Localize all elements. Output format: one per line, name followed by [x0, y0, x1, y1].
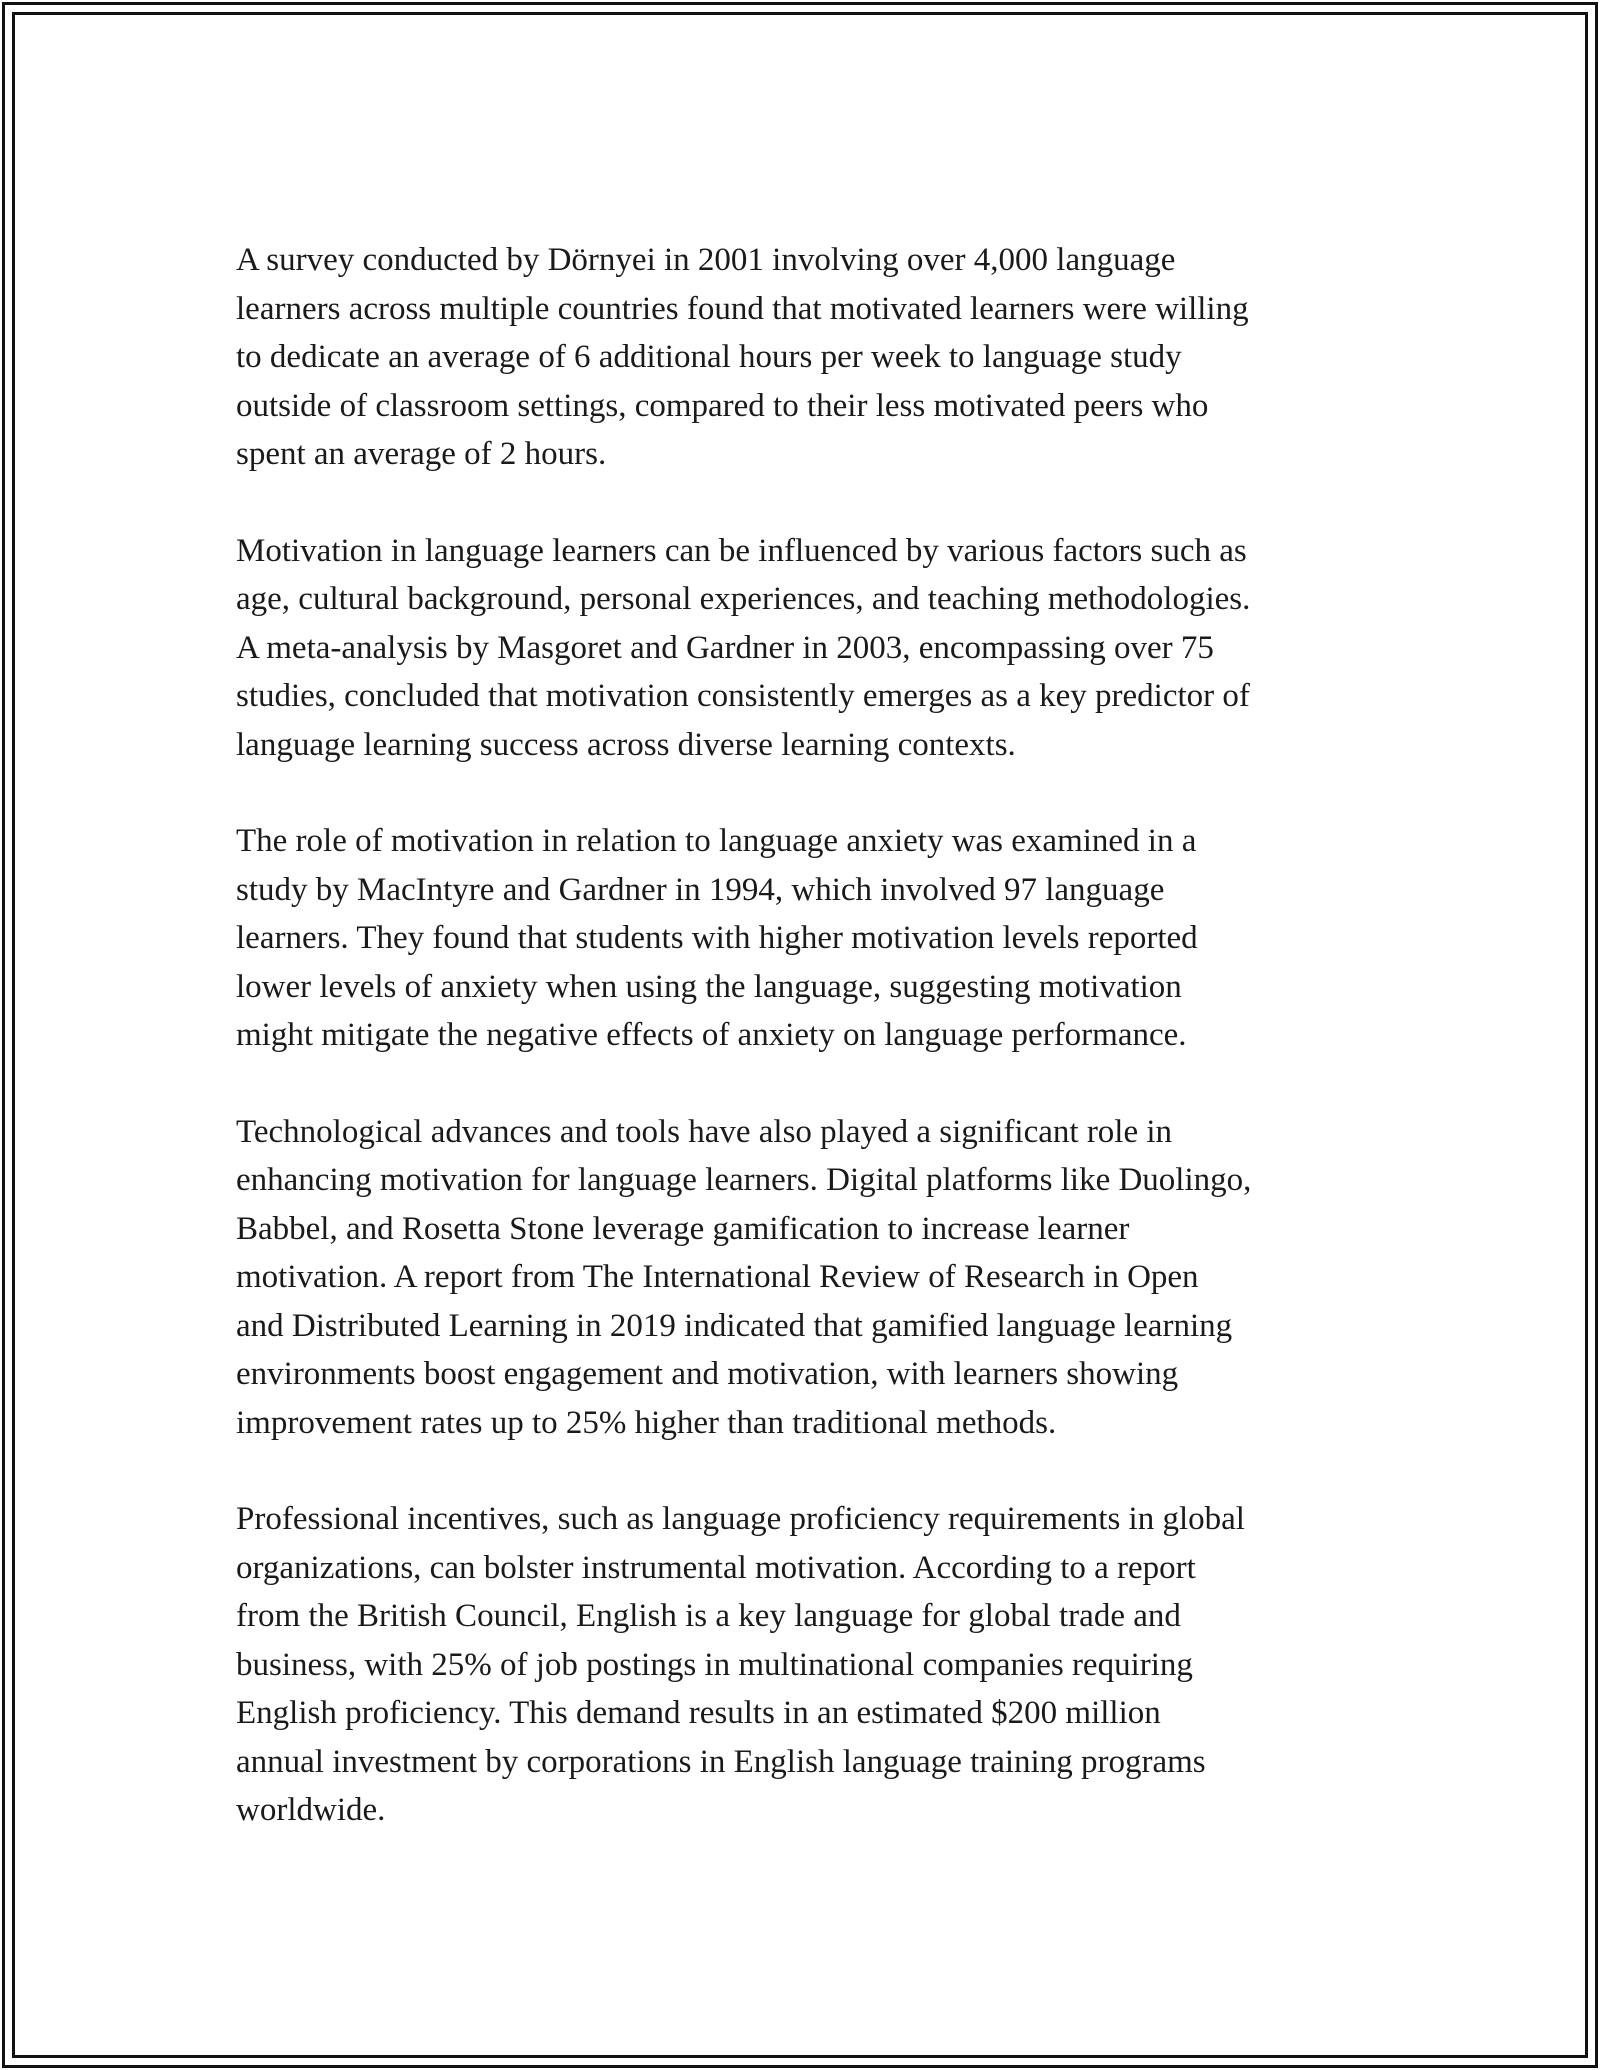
- paragraph-line: enhancing motivation for language learners. Digital platforms like Duolingo,: [236, 1162, 1252, 1198]
- paragraph-line: age, cultural background, personal experiences, and teaching methodologies.: [236, 581, 1251, 617]
- paragraph-professional-incentives: [236, 1495, 1376, 1835]
- paragraph-line: motivation. A report from The International Review of Research in Open: [236, 1259, 1199, 1295]
- paragraph-line: environments boost engagement and motivation, with learners showing: [236, 1356, 1179, 1392]
- paragraph-line: lower levels of anxiety when using the language, suggesting motivation: [236, 968, 1182, 1005]
- paragraph-line: English proficiency. This demand results in an estimated $200 million: [236, 1695, 1161, 1731]
- paragraph-line: study by MacIntyre and Gardner in 1994, which involved 97 language: [236, 871, 1165, 908]
- paragraph-line: Professional incentives, such as language proficiency requirements in global: [236, 1501, 1245, 1537]
- paragraph-line: might mitigate the negative effects of anxiety on language performance.: [236, 1017, 1187, 1053]
- paragraph-technology: [236, 1108, 1376, 1448]
- paragraph-line: Technological advances and tools have also played a significant role in: [236, 1113, 1173, 1150]
- paragraph-line: Motivation in language learners can be influenced by various factors such as: [236, 532, 1247, 569]
- paragraph-line: outside of classroom settings, compared to their less motivated peers who: [236, 387, 1209, 424]
- paragraph-line: The role of motivation in relation to language anxiety was examined in a: [236, 823, 1197, 859]
- paragraph-line: Babbel, and Rosetta Stone leverage gamification to increase learner: [236, 1210, 1130, 1247]
- paragraph-line: A survey conducted by Dörnyei in 2001 involving over 4,000 language: [236, 242, 1176, 278]
- document-body: [236, 236, 1376, 1883]
- paragraph-line: organizations, can bolster instrumental motivation. According to a report: [236, 1549, 1196, 1586]
- paragraph-line: to dedicate an average of 6 additional hours per week to language study: [236, 339, 1182, 375]
- paragraph-motivation-factors: [236, 527, 1376, 770]
- paragraph-line: improvement rates up to 25% higher than traditional methods.: [236, 1404, 1057, 1441]
- paragraph-language-anxiety: [236, 817, 1376, 1060]
- paragraph-line: annual investment by corporations in English language training programs: [236, 1743, 1206, 1780]
- paragraph-line: worldwide.: [236, 1792, 386, 1828]
- paragraph-line: learners across multiple countries found that motivated learners were willing: [236, 290, 1249, 327]
- paragraph-line: business, with 25% of job postings in multinational companies requiring: [236, 1646, 1193, 1683]
- paragraph-line: and Distributed Learning in 2019 indicated that gamified language learning: [236, 1307, 1233, 1344]
- paragraph-line: learners. They found that students with higher motivation levels reported: [236, 920, 1198, 956]
- paragraph-survey: [236, 236, 1376, 479]
- paragraph-line: from the British Council, English is a key language for global trade and: [236, 1598, 1181, 1634]
- paragraph-line: studies, concluded that motivation consistently emerges as a key predictor of: [236, 678, 1250, 714]
- paragraph-line: language learning success across diverse learning contexts.: [236, 726, 1016, 763]
- paragraph-line: A meta-analysis by Masgoret and Gardner in 2003, encompassing over 75: [236, 629, 1214, 666]
- paragraph-line: spent an average of 2 hours.: [236, 436, 607, 472]
